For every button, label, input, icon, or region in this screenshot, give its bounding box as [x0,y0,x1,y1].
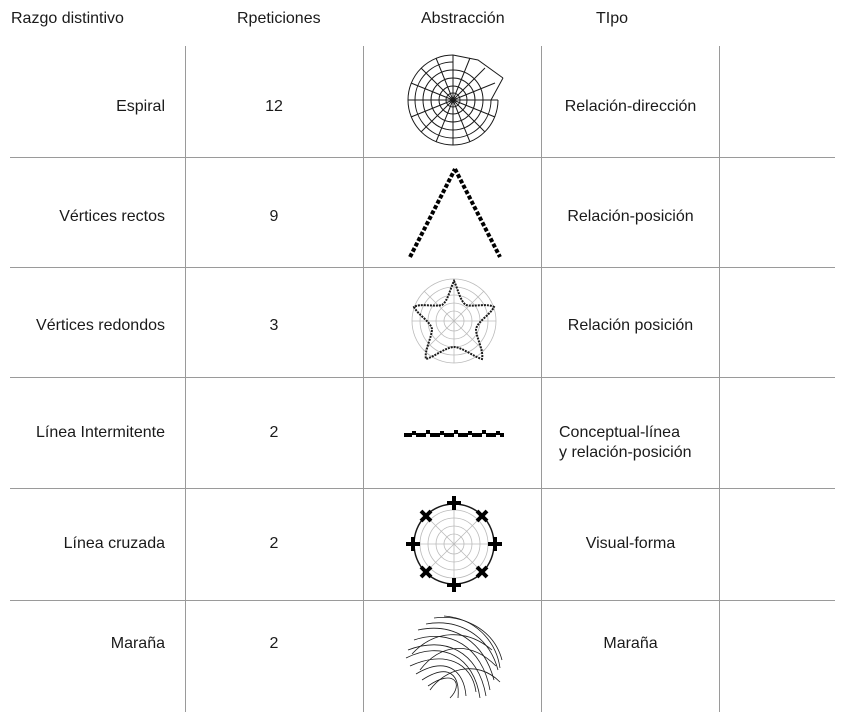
feature-name: Vértices redondos [36,317,165,334]
crossed-circle-icon [406,496,502,592]
straight-vertex-icon [405,165,505,261]
type-label [559,423,692,463]
type-label: Relación-posición [567,208,694,225]
repetition-count: 2 [269,535,279,552]
row-divider [10,267,835,268]
header-repetitions: Rpeticiones [237,10,321,27]
row-divider [10,377,835,378]
feature-name: Maraña [110,635,165,652]
type-label: Relación-dirección [564,98,697,115]
feature-name: Línea cruzada [63,535,165,552]
spiral-icon [403,50,507,150]
feature-name: Espiral [116,98,165,115]
row-divider [10,157,835,158]
repetition-count: 2 [269,424,279,441]
round-star-icon [406,275,502,367]
repetition-count: 2 [269,635,279,652]
feature-name: Línea Intermitente [36,424,165,441]
dashed-line-icon [404,428,504,438]
repetition-count: 9 [269,208,279,225]
row-divider [10,488,835,489]
feature-name: Vértices rectos [59,208,165,225]
row-divider [10,600,835,601]
column-divider [363,46,364,712]
header-type: TIpo [596,10,629,27]
repetition-count: 12 [265,98,283,115]
tangle-icon [404,610,504,700]
type-label: Visual-forma [585,535,676,552]
column-divider [719,46,720,712]
type-label-line: Conceptual-línea [559,424,680,441]
type-label: Maraña [603,635,658,652]
type-label-line: y relación-posición [559,444,692,461]
repetition-count: 3 [269,317,279,334]
header-abstraction: Abstracción [421,10,505,27]
type-label: Relación posición [567,317,694,334]
column-divider [541,46,542,712]
column-divider [185,46,186,712]
header-feature: Razgo distintivo [11,10,124,27]
